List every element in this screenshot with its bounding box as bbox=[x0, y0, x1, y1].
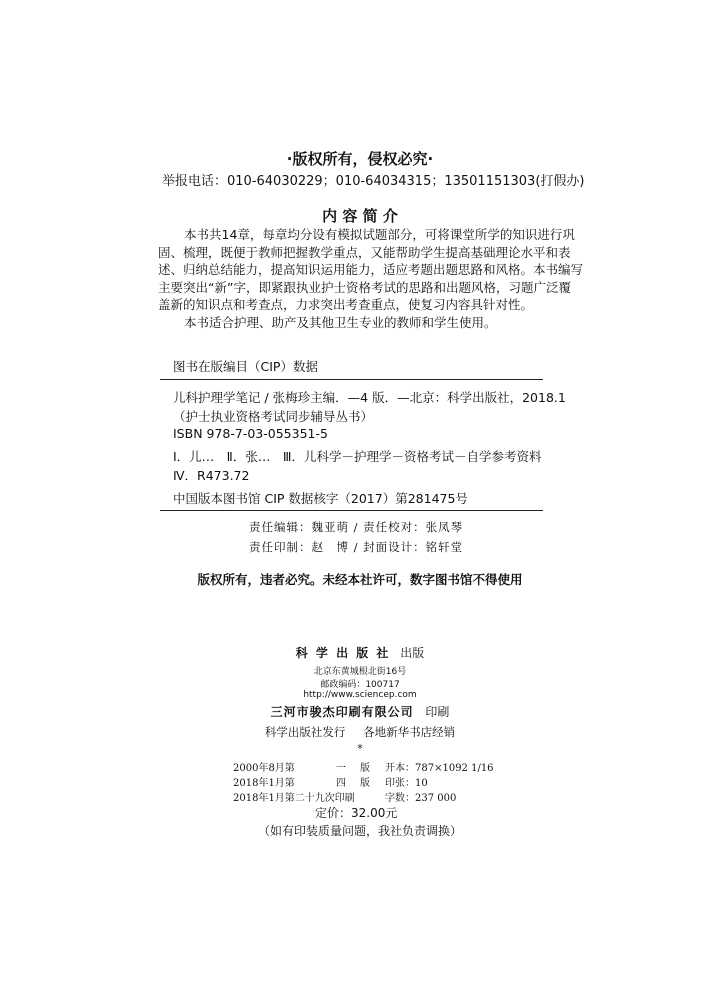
cip-isbn: ISBN 978-7-03-055351-5 bbox=[173, 426, 328, 441]
editor-credits: 责任编辑：魏亚萌 / 责任校对：张凤琴 bbox=[249, 520, 464, 534]
imprint-edition: 四 bbox=[336, 778, 346, 789]
rights-notice: 版权所有，违者必究。未经本社许可，数字图书馆不得使用 bbox=[197, 572, 523, 587]
imprint-edition: 一 bbox=[336, 763, 346, 774]
cip-series-line: （护士执业资格考试同步辅导丛书） bbox=[173, 409, 374, 424]
distribution-sellers: 各地新华书店经销 bbox=[363, 725, 456, 739]
publisher-postcode: 邮政编码：100717 bbox=[320, 680, 400, 690]
imprint-spec: 字数：237 000 bbox=[385, 793, 457, 804]
cip-classification: Ⅳ．R473.72 bbox=[173, 468, 250, 483]
production-credits: 责任印制：赵 博 / 封面设计：铭轩堂 bbox=[249, 540, 464, 554]
imprint-spec: 开本：787×1092 1/16 bbox=[385, 763, 494, 774]
publisher-address: 北京东黄城根北街16号 bbox=[313, 667, 407, 677]
cip-subjects: Ⅰ．儿… Ⅱ．张… Ⅲ．儿科学－护理学－资格考试－自学参考资料 bbox=[173, 449, 542, 464]
printer-suffix: 印刷 bbox=[425, 705, 450, 719]
summary-line: 固、梳理，既便于教师把握教学重点，又能帮助学生提高基础理论水平和表 bbox=[158, 244, 571, 260]
summary-line: 盖新的知识点和考查点，力求突出考查重点，使复习内容具针对性。 bbox=[158, 297, 534, 312]
imprint-row bbox=[233, 789, 456, 804]
imprint-row bbox=[233, 774, 428, 789]
summary-heading: 内 容 简 介 bbox=[322, 207, 398, 225]
publisher-line bbox=[0, 644, 720, 661]
imprint-unit: 版 bbox=[360, 763, 370, 774]
cip-heading: 图书在版编目（CIP）数据 bbox=[173, 359, 318, 374]
summary-line: 本书适合护理、助产及其他卫生专业的教师和学生使用。 bbox=[184, 314, 497, 330]
imprint-date: 2000年8月第 bbox=[233, 763, 295, 774]
imprint-spec: 印张：10 bbox=[385, 778, 428, 789]
publisher-name: 科 学 出 版 社 bbox=[295, 646, 391, 660]
report-phone: 举报电话：010-64030229；010-64034315；13501151303(打假办) bbox=[162, 174, 585, 189]
imprint-date: 2018年1月第二十九次印刷 bbox=[233, 793, 355, 804]
asterisk: * bbox=[357, 742, 363, 755]
distribution-issuer: 科学出版社发行 bbox=[264, 725, 346, 739]
summary-paragraph bbox=[158, 226, 583, 331]
price: 定价：32.00元 bbox=[315, 806, 398, 820]
summary-line: 主要突出“新”字，即紧跟执业护士资格考试的思路和出题风格，习题广泛覆 bbox=[158, 279, 571, 295]
cip-top-rule bbox=[160, 379, 543, 380]
distribution-line bbox=[0, 724, 720, 740]
cip-verification: 中国版本图书馆 CIP 数据核字（2017）第281475号 bbox=[173, 491, 468, 506]
summary-line: 本书共14章，每章均分设有模拟试题部分，可将课堂所学的知识进行巩 bbox=[184, 227, 575, 242]
quality-note: （如有印装质量问题，我社负责调换） bbox=[257, 824, 462, 838]
copyright-heading: ·版权所有，侵权必究· bbox=[286, 150, 434, 168]
cip-bottom-rule bbox=[160, 510, 543, 511]
imprint-unit: 版 bbox=[360, 778, 370, 789]
printer-name: 三河市骏杰印刷有限公司 bbox=[270, 705, 414, 719]
imprint-date: 2018年1月第 bbox=[233, 778, 295, 789]
cip-title-line: 儿科护理学笔记 / 张梅珍主编．—4 版．—北京：科学出版社，2018.1 bbox=[173, 390, 566, 405]
imprint-row bbox=[233, 759, 494, 774]
printer-line bbox=[0, 703, 720, 720]
summary-line: 述、归纳总结能力，提高知识运用能力，适应考题出题思路和风格。本书编写 bbox=[158, 262, 584, 277]
publisher-suffix: 出版 bbox=[400, 646, 425, 660]
publisher-website: http://www.sciencep.com bbox=[303, 690, 417, 700]
